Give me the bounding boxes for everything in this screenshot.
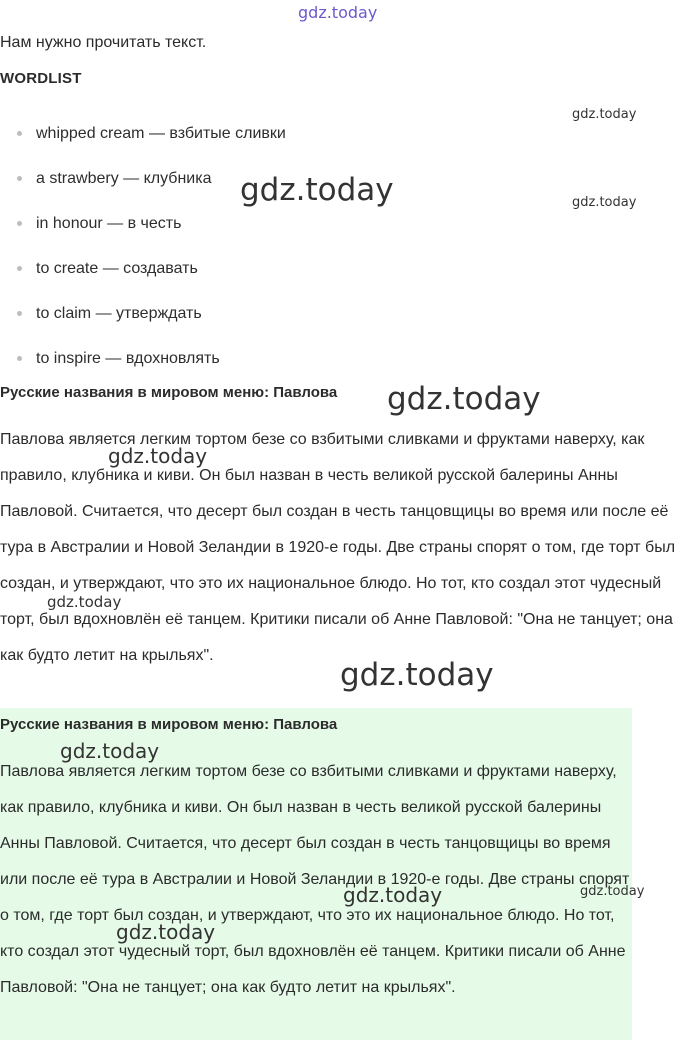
list-item-text: whipped cream — взбитые сливки [36,125,286,142]
section-paragraph: Павлова является легким тортом безе со взбитыми сливками и фруктами наверху, как правило, клубника и киви. Он был назван в честь великой русской балерины Анны Павловой. Считается, что десерт был создан в честь танцовщицы во время или после её тура в Австралии и Новой Зеландии в 1920-е годы. Две страны спорят о том, где торт был создан, и утверждают, что это их национальное блюдо. Но тот, кто создал этот чудесный торт, был вдохновлён её танцем. Критики писали об Анне Павловой: "Она не танцует; она как будто летит на крыльях". [0,431,676,664]
list-item [0,291,286,336]
list-item-text: to create — создавать [36,260,198,277]
list-item-text: in honour — в честь [36,215,182,232]
watermark: gdz.today [116,920,216,944]
bullet-icon [17,311,22,316]
list-item-text: to claim — утверждать [36,305,202,322]
list-item-text: a strawbery — клубника [36,170,212,187]
list-item [0,111,286,156]
section-title: Русские названия в мировом меню: Павлова [0,384,338,401]
watermark: gdz.today [108,444,208,468]
watermark: gdz.today [60,739,160,763]
watermark: gdz.today [340,657,494,693]
watermark: gdz.today [387,381,541,417]
list-item-text: to inspire — вдохновлять [36,350,220,367]
intro-text: Нам нужно прочитать текст. [0,34,207,51]
list-item [0,246,286,291]
watermark: gdz.today [343,883,443,907]
list-item [0,156,286,201]
bullet-icon [17,221,22,226]
bullet-icon [17,131,22,136]
watermark: gdz.today [47,593,122,611]
highlight-title: Русские названия в мировом меню: Павлова [0,716,338,733]
wordlist-heading: WORDLIST [0,70,82,87]
bullet-icon [17,356,22,361]
bullet-icon [17,176,22,181]
highlight-paragraph: Павлова является легким тортом безе со взбитыми сливками и фруктами наверху, как правило, клубника и киви. Он был назван в честь великой русской балерины Анны Павловой. Считается, что десерт был создан в честь танцовщицы во время или после её тура в Австралии и Новой Зеландии в 1920-е годы. Две страны спорят о том, где торт был создан, и утверждают, что это их национальное блюдо. Но тот, кто создал этот чудесный торт, был вдохновлён её танцем. Критики писали об Анне Павловой: "Она не танцует; она как будто летит на крыльях". [0,763,630,996]
watermark: gdz.today [580,884,645,899]
watermark: gdz.today [240,172,394,208]
wordlist [0,111,286,381]
watermark: gdz.today [572,107,637,122]
list-item [0,336,286,381]
watermark: gdz.today [572,195,637,210]
bullet-icon [17,266,22,271]
watermark: gdz.today [298,3,378,22]
list-item [0,201,286,246]
